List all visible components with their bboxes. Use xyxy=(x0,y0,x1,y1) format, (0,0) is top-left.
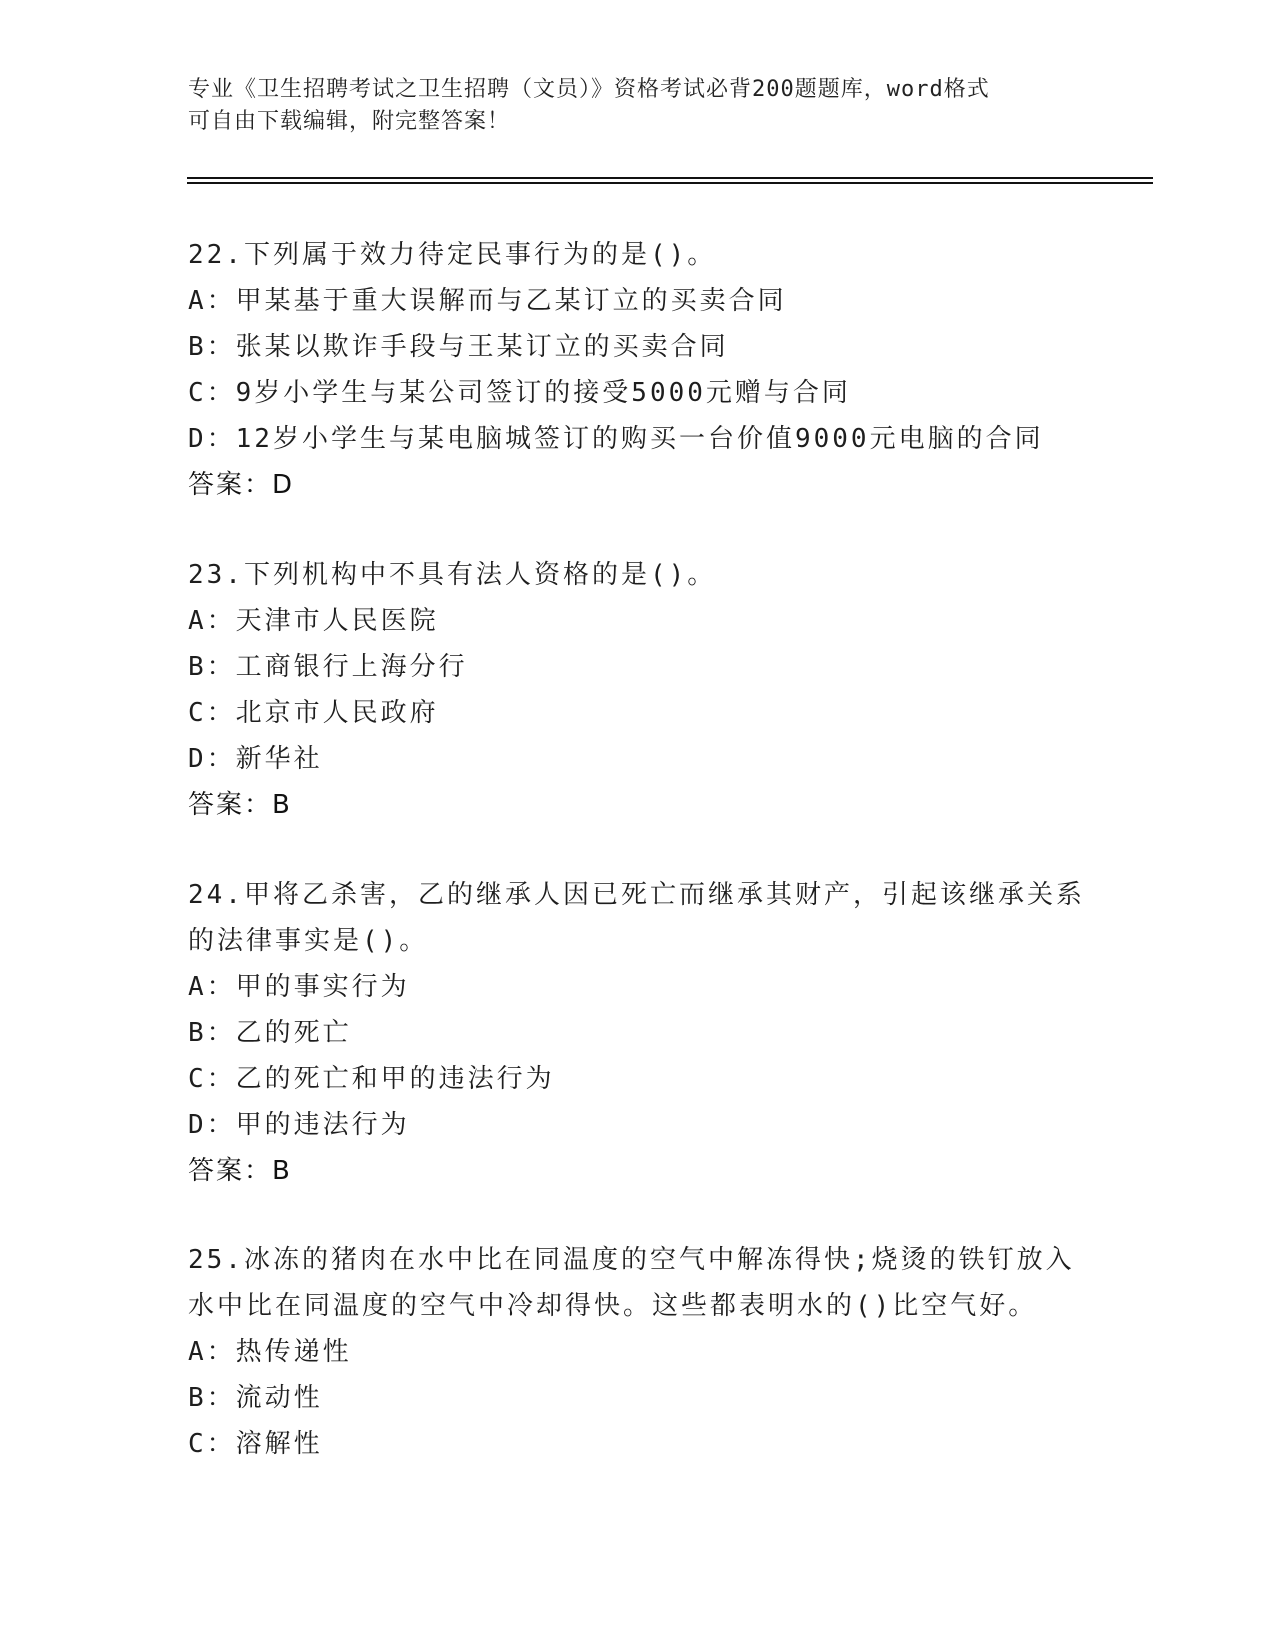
question-25 xyxy=(188,1237,1088,1467)
header-divider-bottom xyxy=(187,182,1153,184)
option-d: D：12岁小学生与某电脑城签订的购买一台价值9000元电脑的合同 xyxy=(188,424,1044,454)
header-line-1: 专业《卫生招聘考试之卫生招聘（文员）》资格考试必背200题题库，word格式 xyxy=(188,77,990,102)
option-c: C：北京市人民政府 xyxy=(188,698,439,728)
option-a: A：甲的事实行为 xyxy=(188,972,410,1002)
option-c: C：9岁小学生与某公司签订的接受5000元赠与合同 xyxy=(188,378,851,408)
document-header xyxy=(188,74,1088,138)
option-d: D：新华社 xyxy=(188,744,323,774)
option-b: B：工商银行上海分行 xyxy=(188,652,468,682)
option-b: B：乙的死亡 xyxy=(188,1018,352,1048)
option-d: D：甲的违法行为 xyxy=(188,1110,410,1140)
option-a: A：天津市人民医院 xyxy=(188,606,439,636)
option-b: B：流动性 xyxy=(188,1383,323,1413)
answer: 答案：B xyxy=(188,1156,292,1186)
question-stem: 23.下列机构中不具有法人资格的是()。 xyxy=(188,560,717,590)
question-stem-line-2: 的法律事实是()。 xyxy=(188,926,429,956)
question-stem-line-2: 水中比在同温度的空气中冷却得快。这些都表明水的()比空气好。 xyxy=(188,1291,1038,1321)
option-a: A：甲某基于重大误解而与乙某订立的买卖合同 xyxy=(188,286,787,316)
question-stem: 22.下列属于效力待定民事行为的是()。 xyxy=(188,240,717,270)
question-stem-line-1: 24.甲将乙杀害，乙的继承人因已死亡而继承其财产，引起该继承关系 xyxy=(188,880,1085,910)
header-line-2: 可自由下载编辑，附完整答案！ xyxy=(188,109,511,134)
question-stem-line-1: 25.冰冻的猪肉在水中比在同温度的空气中解冻得快;烧烫的铁钉放入 xyxy=(188,1245,1075,1275)
header-divider-top xyxy=(187,177,1153,179)
question-24 xyxy=(188,872,1088,1194)
option-c: C：溶解性 xyxy=(188,1429,323,1459)
question-22 xyxy=(188,232,1088,508)
answer: 答案：D xyxy=(188,470,295,500)
option-b: B：张某以欺诈手段与王某订立的买卖合同 xyxy=(188,332,729,362)
option-a: A：热传递性 xyxy=(188,1337,352,1367)
answer: 答案：B xyxy=(188,790,292,820)
question-23 xyxy=(188,552,1088,828)
option-c: C：乙的死亡和甲的违法行为 xyxy=(188,1064,555,1094)
